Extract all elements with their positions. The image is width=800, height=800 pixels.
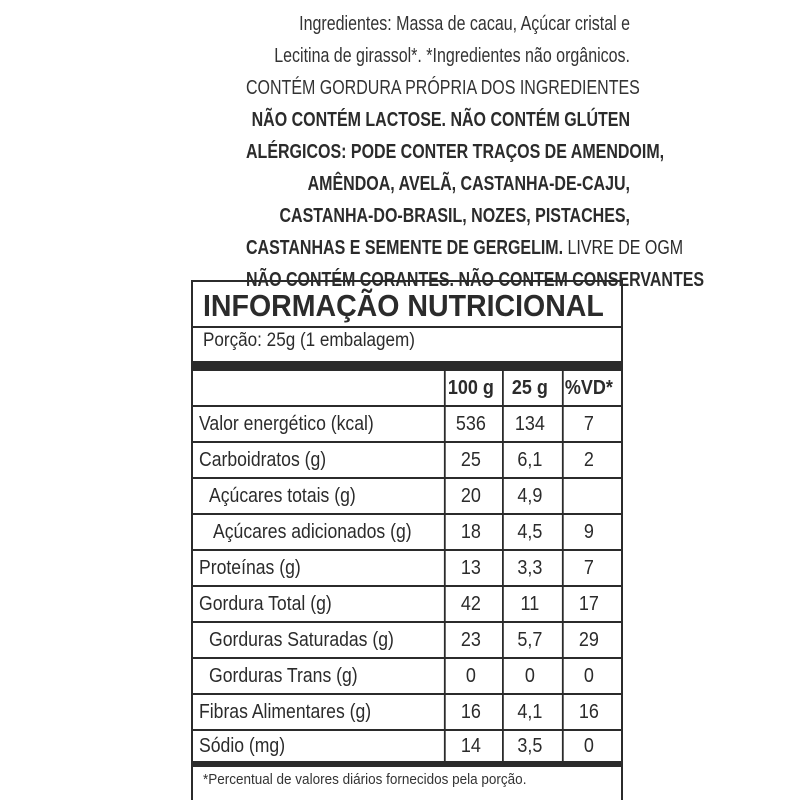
table-row <box>193 731 621 761</box>
value-vd: 16 <box>562 695 614 729</box>
nutrient-label: Açúcares totais (g) <box>209 485 356 507</box>
table-row <box>193 587 621 623</box>
nutrient-label: Sódio (mg) <box>199 735 286 757</box>
nutrient-label: Proteínas (g) <box>199 557 301 579</box>
additives-statement: NÃO CONTÉM CORANTES. NÃO CONTEM CONSERVANTES <box>246 269 705 291</box>
panel-title: INFORMAÇÃO NUTRICIONAL <box>203 288 604 323</box>
nutrient-label: Gorduras Trans (g) <box>209 665 358 687</box>
nutrient-label: Fibras Alimentares (g) <box>199 701 372 723</box>
table-row <box>193 659 621 695</box>
nutrient-label: Valor energético (kcal) <box>199 413 374 435</box>
lactose-gluten-statement: NÃO CONTÉM LACTOSE. NÃO CONTÉM GLÚTEN <box>251 109 630 131</box>
footnote: *Percentual de valores diários fornecidos pela porção. <box>203 771 527 788</box>
table-row <box>193 443 621 479</box>
table-row <box>193 695 621 731</box>
value-25g: 5,7 <box>502 623 556 657</box>
table-row <box>193 623 621 659</box>
value-25g: 4,9 <box>502 479 556 513</box>
nutrient-label: Açúcares adicionados (g) <box>213 521 412 543</box>
table-header-row <box>193 371 621 407</box>
value-100g: 25 <box>444 443 496 477</box>
thick-divider <box>193 761 621 767</box>
allergen-statement: ALÉRGICOS: PODE CONTER TRAÇOS DE AMENDOIM, <box>246 141 665 163</box>
value-vd: 7 <box>562 551 614 585</box>
column-header-25g: 25 g <box>502 371 556 405</box>
portion-size: Porção: 25g (1 embalagem) <box>203 330 415 351</box>
value-100g: 20 <box>444 479 496 513</box>
nutrient-label: Carboidratos (g) <box>199 449 327 471</box>
value-vd: 29 <box>562 623 614 657</box>
table-row <box>193 515 621 551</box>
value-100g: 18 <box>444 515 496 549</box>
value-25g: 3,3 <box>502 551 556 585</box>
allergen-statement: AMÊNDOA, AVELÃ, CASTANHA-DE-CAJU, <box>307 173 630 195</box>
table-row <box>193 407 621 443</box>
table-row <box>193 551 621 587</box>
value-25g: 4,5 <box>502 515 556 549</box>
value-100g: 16 <box>444 695 496 729</box>
value-vd: 0 <box>562 659 614 693</box>
value-vd: 17 <box>562 587 614 621</box>
value-vd: 9 <box>562 515 614 549</box>
nutrient-label: Gorduras Saturadas (g) <box>209 629 394 651</box>
allergen-statement <box>246 232 684 264</box>
value-100g: 13 <box>444 551 496 585</box>
ingredients-line: Ingredientes: Massa de cacau, Açúcar cristal e <box>299 13 630 35</box>
value-100g: 14 <box>444 731 496 761</box>
gmo-free-text: LIVRE DE OGM <box>563 237 684 259</box>
value-25g: 4,1 <box>502 695 556 729</box>
value-vd: 2 <box>562 443 614 477</box>
allergen-text: CASTANHAS E SEMENTE DE GERGELIM. <box>246 237 564 259</box>
value-25g: 0 <box>502 659 556 693</box>
allergen-statement: CASTANHA-DO-BRASIL, NOZES, PISTACHES, <box>279 205 630 227</box>
value-100g: 536 <box>444 407 496 441</box>
table-row <box>193 479 621 515</box>
column-header-vd: %VD* <box>562 371 614 405</box>
nutrition-facts-panel <box>191 280 623 800</box>
thick-divider <box>193 361 621 371</box>
value-vd: 0 <box>562 731 614 761</box>
value-100g: 42 <box>444 587 496 621</box>
value-vd <box>562 479 614 513</box>
nutrient-label: Gordura Total (g) <box>199 593 332 615</box>
column-header-100g: 100 g <box>444 371 496 405</box>
value-vd: 7 <box>562 407 614 441</box>
value-25g: 3,5 <box>502 731 556 761</box>
ingredients-block <box>150 8 705 296</box>
value-25g: 134 <box>502 407 556 441</box>
value-100g: 0 <box>444 659 496 693</box>
value-25g: 11 <box>502 587 556 621</box>
ingredients-line: Lecitina de girassol*. *Ingredientes não orgânicos. <box>274 45 630 67</box>
value-25g: 6,1 <box>502 443 556 477</box>
value-100g: 23 <box>444 623 496 657</box>
fat-statement: CONTÉM GORDURA PRÓPRIA DOS INGREDIENTES <box>246 77 640 99</box>
